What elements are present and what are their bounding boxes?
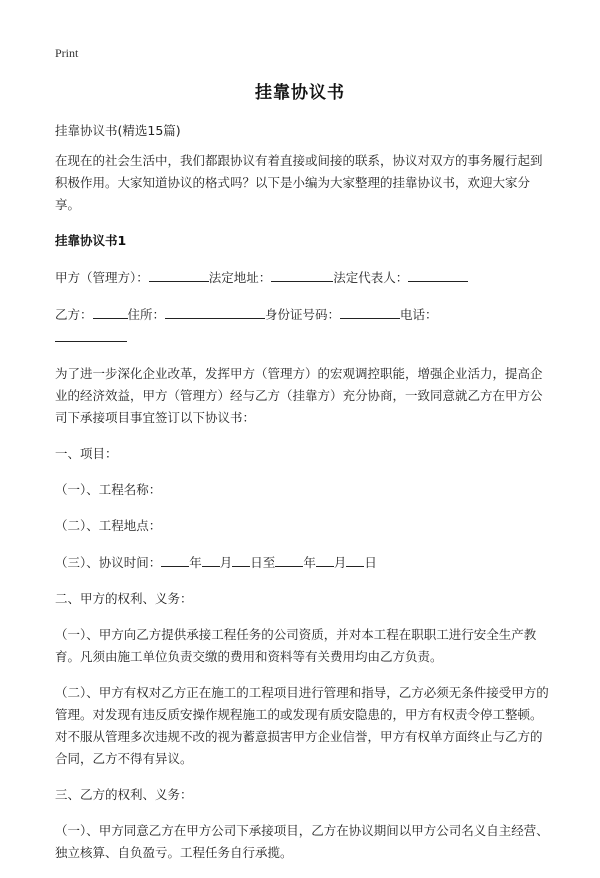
legal-rep-blank <box>408 266 468 282</box>
legal-rep-label: 法定代表人： <box>333 270 409 285</box>
id-number-label: 身份证号码： <box>265 307 341 322</box>
party-a-label: 甲方（管理方）： <box>55 270 149 285</box>
address-blank <box>271 266 333 282</box>
agreement-time-label: （三）、协议时间： <box>55 555 162 570</box>
month-text: 月 <box>219 555 233 570</box>
party-a-name-blank <box>149 266 209 282</box>
page-title: 挂靠协议书 <box>255 83 345 103</box>
document-subtitle: 挂靠协议书(精选15篇) <box>55 123 181 138</box>
end-month-blank <box>316 551 334 567</box>
item3-heading: 三、乙方的权利、义务： <box>55 787 193 802</box>
start-month-blank <box>202 551 220 567</box>
day-text: 日 <box>364 555 377 570</box>
address-label: 法定地址： <box>208 270 272 285</box>
project-location-line: （二）、工程地点： <box>55 518 162 533</box>
year-text: 年 <box>189 555 202 570</box>
id-number-blank <box>340 303 400 319</box>
phone-label: 电话： <box>400 307 438 322</box>
start-day-blank <box>232 551 250 567</box>
preamble-paragraph: 为了进一步深化企业改革，发挥甲方（管理方）的宏观调控职能，增强企业活力，提高企业的经济效益，甲方（管理方）经与乙方（挂靠方）充分协商，一致同意就乙方在甲方公司下承接项目事宜签订以下协议书： <box>55 366 543 425</box>
residence-blank <box>165 303 265 319</box>
agreement-time-line <box>55 551 550 574</box>
section-heading: 挂靠协议书1 <box>55 233 127 248</box>
residence-label: 住所： <box>127 307 166 322</box>
print-link[interactable]: Print <box>55 46 79 60</box>
party-b-line <box>55 303 550 349</box>
party-b-name-blank <box>93 303 128 319</box>
month-text: 月 <box>333 555 347 570</box>
phone-blank <box>55 326 127 342</box>
intro-paragraph: 在现在的社会生活中，我们都跟协议有着直接或间接的联系，协议对双方的事务履行起到积极作用。大家知道协议的格式吗？以下是小编为大家整理的挂靠协议书，欢迎大家分享。 <box>55 153 543 212</box>
item1-heading: 一、项目： <box>55 446 118 461</box>
start-year-blank <box>161 551 189 567</box>
end-year-blank <box>275 551 303 567</box>
party-b-label: 乙方： <box>55 307 93 322</box>
end-day-blank <box>346 551 364 567</box>
item2-heading: 二、甲方的权利、义务： <box>55 591 193 606</box>
document-body <box>55 120 550 878</box>
year-text: 年 <box>303 555 316 570</box>
party-a-line <box>55 266 550 289</box>
project-name-line: （一）、工程名称： <box>55 482 162 497</box>
day-to-text: 日至 <box>250 555 276 570</box>
party-b-clause-1: （一）、甲方同意乙方在甲方公司下承接项目，乙方在协议期间以甲方公司名义自主经营、独立核算、自负盈亏。工程任务自行承揽。 <box>55 823 549 860</box>
party-a-clause-2: （二）、甲方有权对乙方正在施工的工程项目进行管理和指导，乙方必须无条件接受甲方的管理。对发现有违反质安操作规程施工的或发现有质安隐患的，甲方有权责令停工整顿。对不服从管理多次违规不改的视为蓄意损害甲方企业信誉，甲方有权单方面终止与乙方的合同，乙方不得有异议。 <box>55 685 549 766</box>
party-a-clause-1: （一）、甲方向乙方提供承接工程任务的公司资质，并对本工程在职职工进行安全生产教育。凡须由施工单位负责交缴的费用和资料等有关费用均由乙方负责。 <box>55 627 537 664</box>
